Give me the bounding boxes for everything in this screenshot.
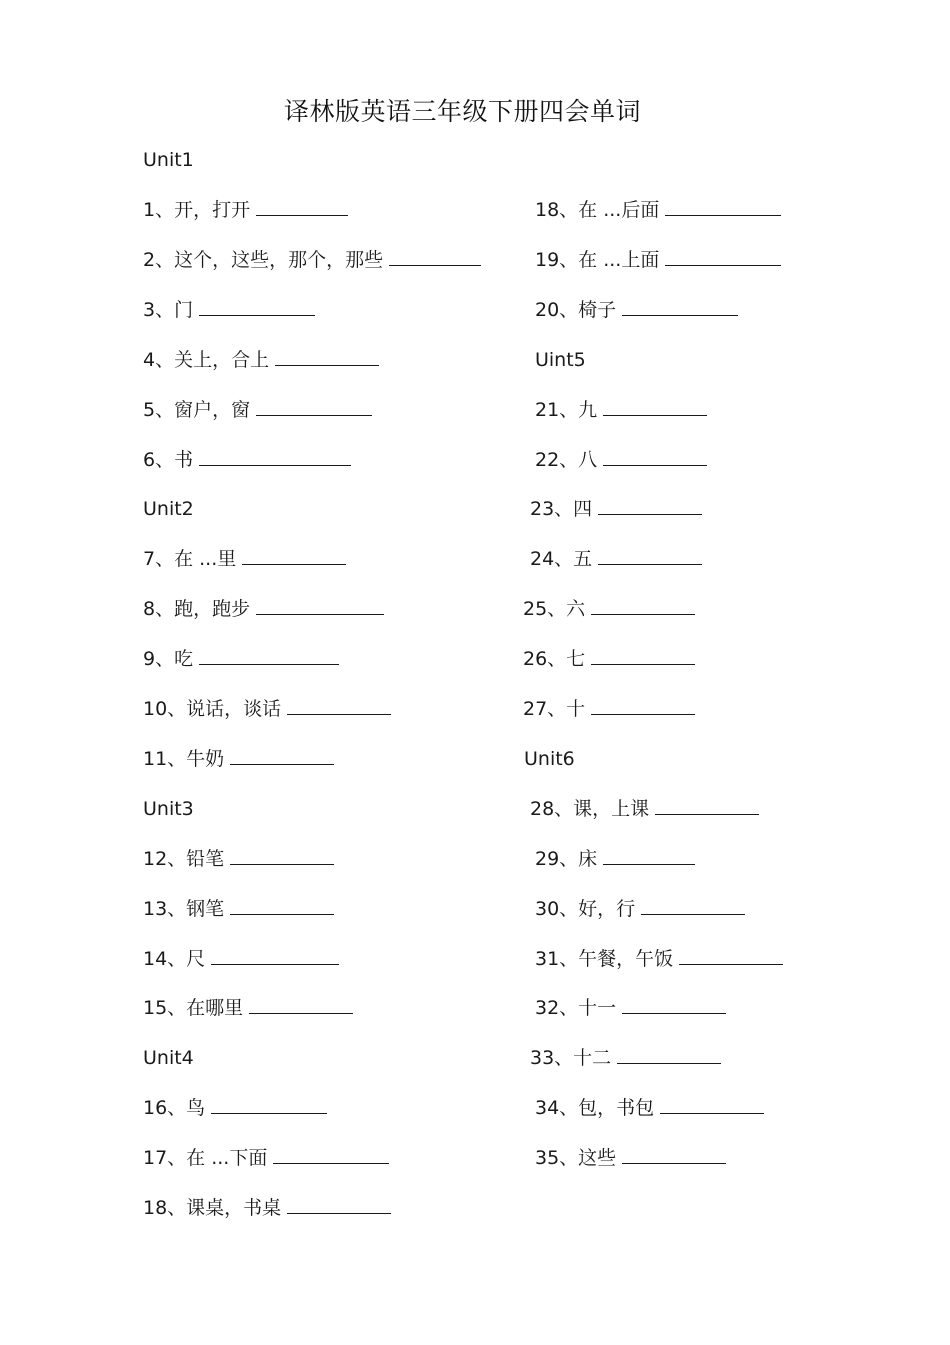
answer-blank[interactable] bbox=[598, 562, 702, 565]
vocab-item-label: 3、门 bbox=[143, 299, 194, 321]
vocab-item-label: 35、这些 bbox=[535, 1147, 617, 1169]
answer-blank[interactable] bbox=[641, 912, 745, 915]
unit-heading-label: Unit1 bbox=[143, 149, 194, 171]
vocab-item bbox=[143, 1196, 391, 1220]
vocab-item-label: 33、十二 bbox=[530, 1047, 612, 1069]
answer-blank[interactable] bbox=[256, 213, 348, 216]
vocab-item-label: 14、尺 bbox=[143, 948, 206, 970]
answer-blank[interactable] bbox=[199, 313, 315, 316]
vocab-item bbox=[143, 697, 391, 721]
unit-heading-label: Uint5 bbox=[535, 349, 586, 371]
vocab-item-label: 30、好，行 bbox=[535, 898, 636, 920]
answer-blank[interactable] bbox=[622, 1011, 726, 1014]
answer-blank[interactable] bbox=[211, 962, 339, 965]
vocab-item-label: 4、关上，合上 bbox=[143, 349, 270, 371]
answer-blank[interactable] bbox=[603, 862, 695, 865]
answer-blank[interactable] bbox=[591, 662, 695, 665]
answer-blank[interactable] bbox=[230, 912, 334, 915]
unit-heading-label: Unit2 bbox=[143, 498, 194, 520]
answer-blank[interactable] bbox=[287, 1211, 391, 1214]
vocab-item-label: 18、在 ...后面 bbox=[535, 199, 660, 221]
answer-blank[interactable] bbox=[598, 512, 702, 515]
vocab-item-label: 9、吃 bbox=[143, 648, 194, 670]
vocab-item-label: 31、午餐，午饭 bbox=[535, 948, 674, 970]
vocab-item-label: 8、跑，跑步 bbox=[143, 598, 251, 620]
vocab-item-label: 20、椅子 bbox=[535, 299, 617, 321]
vocab-item bbox=[535, 1146, 726, 1170]
vocab-item bbox=[530, 1046, 721, 1070]
vocab-item bbox=[143, 1096, 327, 1120]
answer-blank[interactable] bbox=[665, 263, 781, 266]
vocab-item bbox=[535, 398, 707, 422]
answer-blank[interactable] bbox=[603, 413, 707, 416]
vocab-item-label: 19、在 ...上面 bbox=[535, 249, 660, 271]
unit-heading bbox=[143, 148, 194, 172]
vocab-item bbox=[523, 647, 695, 671]
vocab-item-label: 17、在 ...下面 bbox=[143, 1147, 268, 1169]
answer-blank[interactable] bbox=[211, 1111, 327, 1114]
answer-blank[interactable] bbox=[622, 313, 738, 316]
vocab-item-label: 15、在哪里 bbox=[143, 997, 244, 1019]
vocab-item bbox=[535, 847, 695, 871]
answer-blank[interactable] bbox=[199, 662, 339, 665]
vocab-item bbox=[143, 897, 334, 921]
vocab-item bbox=[143, 547, 346, 571]
vocab-item-label: 16、鸟 bbox=[143, 1097, 206, 1119]
answer-blank[interactable] bbox=[617, 1061, 721, 1064]
answer-blank[interactable] bbox=[591, 712, 695, 715]
answer-blank[interactable] bbox=[622, 1161, 726, 1164]
vocab-item bbox=[143, 348, 379, 372]
answer-blank[interactable] bbox=[287, 712, 391, 715]
vocab-item bbox=[535, 947, 783, 971]
vocab-item bbox=[143, 448, 351, 472]
unit-heading bbox=[143, 797, 194, 821]
answer-blank[interactable] bbox=[591, 612, 695, 615]
unit-heading-label: Unit4 bbox=[143, 1047, 194, 1069]
vocab-item bbox=[143, 1146, 389, 1170]
vocab-item-label: 28、课，上课 bbox=[530, 798, 650, 820]
answer-blank[interactable] bbox=[256, 413, 372, 416]
vocab-item-label: 1、开，打开 bbox=[143, 199, 251, 221]
answer-blank[interactable] bbox=[660, 1111, 764, 1114]
vocab-item bbox=[535, 248, 781, 272]
vocab-item-label: 32、十一 bbox=[535, 997, 617, 1019]
vocab-item bbox=[535, 448, 707, 472]
vocab-item bbox=[143, 597, 384, 621]
vocab-item-label: 13、钢笔 bbox=[143, 898, 225, 920]
vocab-item-label: 5、窗户，窗 bbox=[143, 399, 251, 421]
answer-blank[interactable] bbox=[249, 1011, 353, 1014]
vocab-item bbox=[143, 996, 353, 1020]
vocab-item bbox=[143, 747, 334, 771]
vocab-item-label: 25、六 bbox=[523, 598, 586, 620]
answer-blank[interactable] bbox=[230, 762, 334, 765]
answer-blank[interactable] bbox=[199, 463, 351, 466]
answer-blank[interactable] bbox=[389, 263, 481, 266]
answer-blank[interactable] bbox=[665, 213, 781, 216]
vocab-item-label: 34、包，书包 bbox=[535, 1097, 655, 1119]
unit-heading-label: Unit3 bbox=[143, 798, 194, 820]
answer-blank[interactable] bbox=[603, 463, 707, 466]
vocab-item bbox=[523, 597, 695, 621]
vocab-item-label: 29、床 bbox=[535, 848, 598, 870]
vocab-item bbox=[535, 996, 726, 1020]
unit-heading bbox=[535, 348, 586, 372]
vocab-item bbox=[143, 647, 339, 671]
unit-heading bbox=[143, 1046, 194, 1070]
vocab-item bbox=[143, 248, 481, 272]
vocab-item-label: 21、九 bbox=[535, 399, 598, 421]
vocab-item-label: 2、这个，这些，那个，那些 bbox=[143, 249, 384, 271]
vocab-item-label: 11、牛奶 bbox=[143, 748, 225, 770]
vocab-item bbox=[143, 298, 315, 322]
answer-blank[interactable] bbox=[242, 562, 346, 565]
page-title: 译林版英语三年级下册四会单词 bbox=[283, 97, 641, 126]
vocab-item-label: 26、七 bbox=[523, 648, 586, 670]
answer-blank[interactable] bbox=[655, 812, 759, 815]
vocab-item bbox=[530, 497, 702, 521]
vocab-item bbox=[143, 847, 334, 871]
vocab-item bbox=[535, 298, 738, 322]
vocab-item bbox=[530, 797, 759, 821]
vocab-item-label: 10、说话，谈话 bbox=[143, 698, 282, 720]
vocab-item bbox=[530, 547, 702, 571]
vocab-item-label: 27、十 bbox=[523, 698, 586, 720]
vocab-item bbox=[143, 198, 348, 222]
vocab-item-label: 12、铅笔 bbox=[143, 848, 225, 870]
vocab-item bbox=[523, 697, 695, 721]
answer-blank[interactable] bbox=[230, 862, 334, 865]
answer-blank[interactable] bbox=[256, 612, 384, 615]
vocab-item-label: 24、五 bbox=[530, 548, 593, 570]
vocab-item bbox=[535, 897, 745, 921]
answer-blank[interactable] bbox=[273, 1161, 389, 1164]
unit-heading-label: Unit6 bbox=[524, 748, 575, 770]
vocab-item bbox=[143, 398, 372, 422]
vocab-item-label: 6、书 bbox=[143, 449, 194, 471]
answer-blank[interactable] bbox=[679, 962, 783, 965]
vocab-item-label: 18、课桌，书桌 bbox=[143, 1197, 282, 1219]
answer-blank[interactable] bbox=[275, 363, 379, 366]
unit-heading bbox=[524, 747, 575, 771]
vocab-item bbox=[535, 198, 781, 222]
vocab-item-label: 7、在 ...里 bbox=[143, 548, 237, 570]
vocab-item-label: 22、八 bbox=[535, 449, 598, 471]
vocab-item bbox=[535, 1096, 764, 1120]
vocab-item bbox=[143, 947, 339, 971]
vocab-item-label: 23、四 bbox=[530, 498, 593, 520]
unit-heading bbox=[143, 497, 194, 521]
